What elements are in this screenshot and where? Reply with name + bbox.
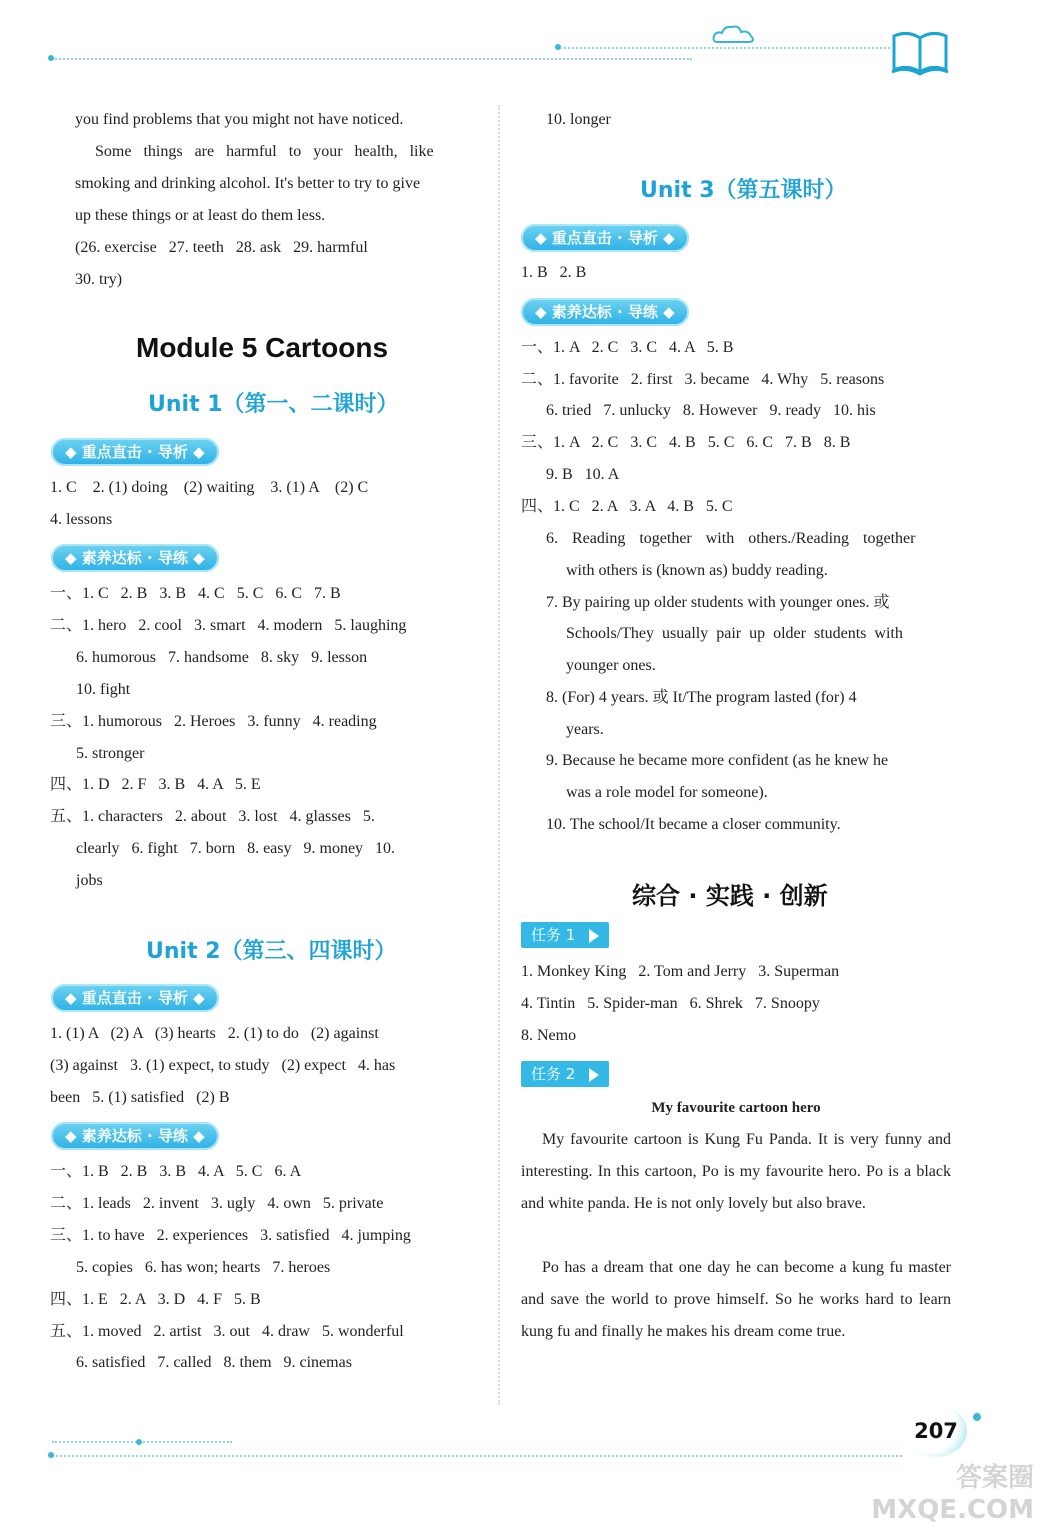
unit1-title: Unit 1（第一、二课时） bbox=[148, 392, 399, 417]
unit3-part2-line3: 6. tried 7. unlucky 8. However 9. ready 10. his bbox=[546, 402, 876, 419]
unit1-part2-line9: clearly 6. fight 7. born 8. easy 9. money 10. bbox=[76, 840, 396, 857]
unit2-title: Unit 2（第三、四课时） bbox=[146, 939, 397, 964]
unit3-part2-line13: years. bbox=[566, 721, 604, 738]
footer-rule bbox=[52, 1455, 902, 1457]
unit3-part2-line10: Schools/They usually pair up older students with bbox=[566, 625, 903, 642]
page-number: 207 bbox=[905, 1405, 967, 1457]
unit2-part2-line6: 五、1. moved 2. artist 3. out 4. draw 5. wonderful bbox=[50, 1323, 404, 1340]
intro-line-1: you find problems that you might not have noticed. bbox=[75, 111, 404, 128]
unit3-part2-line7: 6. Reading together with others./Reading together bbox=[546, 530, 916, 547]
watermark: 答案圈 MXQE.COM bbox=[871, 1463, 1034, 1525]
unit3-part2-line16: 10. The school/It became a closer community. bbox=[546, 816, 841, 833]
cloud-icon bbox=[712, 24, 756, 46]
unit2-part1-line1: 1. (1) A (2) A (3) hearts 2. (1) to do (2) against bbox=[50, 1025, 379, 1042]
unit3-part2-line12: 8. (For) 4 years. 或 It/The program lasted (for) 4 bbox=[546, 689, 857, 706]
unit2-part1-line2: (3) against 3. (1) expect, to study (2) expect 4. has bbox=[50, 1057, 396, 1074]
intro-line-2: Some things are harmful to your health, like bbox=[95, 143, 434, 160]
header-rule bbox=[52, 58, 692, 60]
intro-answers-2: 30. try) bbox=[75, 271, 123, 288]
unit3-part2-line14: 9. Because he became more confident (as he knew he bbox=[546, 752, 889, 769]
unit1-part2-line3: 6. humorous 7. handsome 8. sky 9. lesson bbox=[76, 649, 368, 666]
unit1-part2-line10: jobs bbox=[76, 872, 103, 889]
open-book-icon bbox=[890, 28, 950, 76]
unit1-part1-line2: 4. lessons bbox=[50, 511, 113, 528]
unit2-part2-line5: 四、1. E 2. A 3. D 4. F 5. B bbox=[50, 1291, 261, 1308]
header-dot-left bbox=[48, 55, 54, 61]
section-title: 综合 · 实践 · 创新 bbox=[632, 882, 828, 910]
column-divider bbox=[498, 105, 500, 1405]
task1-line3: 8. Nemo bbox=[521, 1027, 577, 1044]
footer-dot-1 bbox=[136, 1439, 142, 1445]
unit1-part2-line4: 10. fight bbox=[76, 681, 131, 698]
unit3-title: Unit 3（第五课时） bbox=[640, 178, 847, 203]
unit3-part2-line11: younger ones. bbox=[566, 657, 656, 674]
unit3-part2-line8: with others is (known as) buddy reading. bbox=[566, 562, 828, 579]
unit1-part2-line8: 五、1. characters 2. about 3. lost 4. glasses 5. bbox=[50, 808, 375, 825]
play-arrow-icon bbox=[589, 1068, 599, 1082]
unit2-badge-focus: ◆ 重点直击 · 导析 ◆ bbox=[51, 984, 219, 1012]
footer-rule-short bbox=[52, 1441, 232, 1443]
task1-line2: 4. Tintin 5. Spider-man 6. Shrek 7. Snoopy bbox=[521, 995, 820, 1012]
intro-line-3: smoking and drinking alcohol. It's better to try to give bbox=[75, 175, 421, 192]
unit3-part2-line5: 9. B 10. A bbox=[546, 466, 620, 483]
task1-label bbox=[521, 922, 609, 948]
task1-label-text: 任务 1 bbox=[531, 926, 576, 944]
right-top-line: 10. longer bbox=[546, 111, 611, 128]
unit1-part1-line1: 1. C 2. (1) doing (2) waiting 3. (1) A (2) C bbox=[50, 479, 369, 496]
unit2-part2-line7: 6. satisfied 7. called 8. them 9. cinemas bbox=[76, 1354, 352, 1371]
module-title: Module 5 Cartoons bbox=[136, 332, 389, 363]
task2-label-text: 任务 2 bbox=[531, 1065, 576, 1083]
unit3-part2-line6: 四、1. C 2. A 3. A 4. B 5. C bbox=[521, 498, 733, 515]
play-arrow-icon bbox=[589, 929, 599, 943]
unit3-part2-line15: was a role model for someone). bbox=[566, 784, 768, 801]
page-dot bbox=[973, 1413, 981, 1421]
unit2-part2-line2: 二、1. leads 2. invent 3. ugly 4. own 5. private bbox=[50, 1195, 384, 1212]
task2-label bbox=[521, 1061, 609, 1087]
unit3-badge-practice: ◆ 素养达标 · 导练 ◆ bbox=[521, 298, 689, 326]
unit3-part2-line4: 三、1. A 2. C 3. C 4. B 5. C 6. C 7. B 8. B bbox=[521, 434, 851, 451]
unit3-part1-line1: 1. B 2. B bbox=[521, 264, 587, 281]
unit1-part2-line5: 三、1. humorous 2. Heroes 3. funny 4. reading bbox=[50, 713, 377, 730]
unit1-badge-practice: ◆ 素养达标 · 导练 ◆ bbox=[51, 544, 219, 572]
unit1-part2-line7: 四、1. D 2. F 3. B 4. A 5. E bbox=[50, 776, 261, 793]
header-rule-right bbox=[560, 47, 890, 49]
unit1-badge-focus: ◆ 重点直击 · 导析 ◆ bbox=[51, 438, 219, 466]
unit3-badge-focus: ◆ 重点直击 · 导析 ◆ bbox=[521, 224, 689, 252]
unit3-part2-line2: 二、1. favorite 2. first 3. became 4. Why 5. reasons bbox=[521, 371, 885, 388]
unit3-part2-line9: 7. By pairing up older students with younger ones. 或 bbox=[546, 594, 890, 611]
unit1-part2-line1: 一、1. C 2. B 3. B 4. C 5. C 6. C 7. B bbox=[50, 585, 341, 602]
unit2-badge-practice: ◆ 素养达标 · 导练 ◆ bbox=[51, 1122, 219, 1150]
unit2-part1-line3: been 5. (1) satisfied (2) B bbox=[50, 1089, 230, 1106]
unit3-part2-line1: 一、1. A 2. C 3. C 4. A 5. B bbox=[521, 339, 734, 356]
essay-paragraph-2: Po has a dream that one day he can become a kung fu master and save the world to prove himself. So he works hard to learn kung fu and finally he makes his dream come true. bbox=[521, 1259, 951, 1340]
intro-line-4: up these things or at least do them less. bbox=[75, 207, 326, 224]
unit1-part2-line6: 5. stronger bbox=[76, 745, 145, 762]
footer-dot-2 bbox=[48, 1452, 54, 1458]
intro-answers-1: (26. exercise 27. teeth 28. ask 29. harmful bbox=[75, 239, 368, 256]
unit1-part2-line2: 二、1. hero 2. cool 3. smart 4. modern 5. laughing bbox=[50, 617, 407, 634]
unit2-part2-line3: 三、1. to have 2. experiences 3. satisfied 4. jumping bbox=[50, 1227, 411, 1244]
essay-paragraph-1: My favourite cartoon is Kung Fu Panda. It is very funny and interesting. In this cartoon, Po is my favourite hero. Po is a black and white panda. He is not only lovely but also brave. bbox=[521, 1131, 951, 1212]
unit2-part2-line4: 5. copies 6. has won; hearts 7. heroes bbox=[76, 1259, 331, 1276]
task1-line1: 1. Monkey King 2. Tom and Jerry 3. Superman bbox=[521, 963, 840, 980]
unit2-part2-line1: 一、1. B 2. B 3. B 4. A 5. C 6. A bbox=[50, 1163, 302, 1180]
essay-title: My favourite cartoon hero bbox=[651, 1100, 821, 1116]
